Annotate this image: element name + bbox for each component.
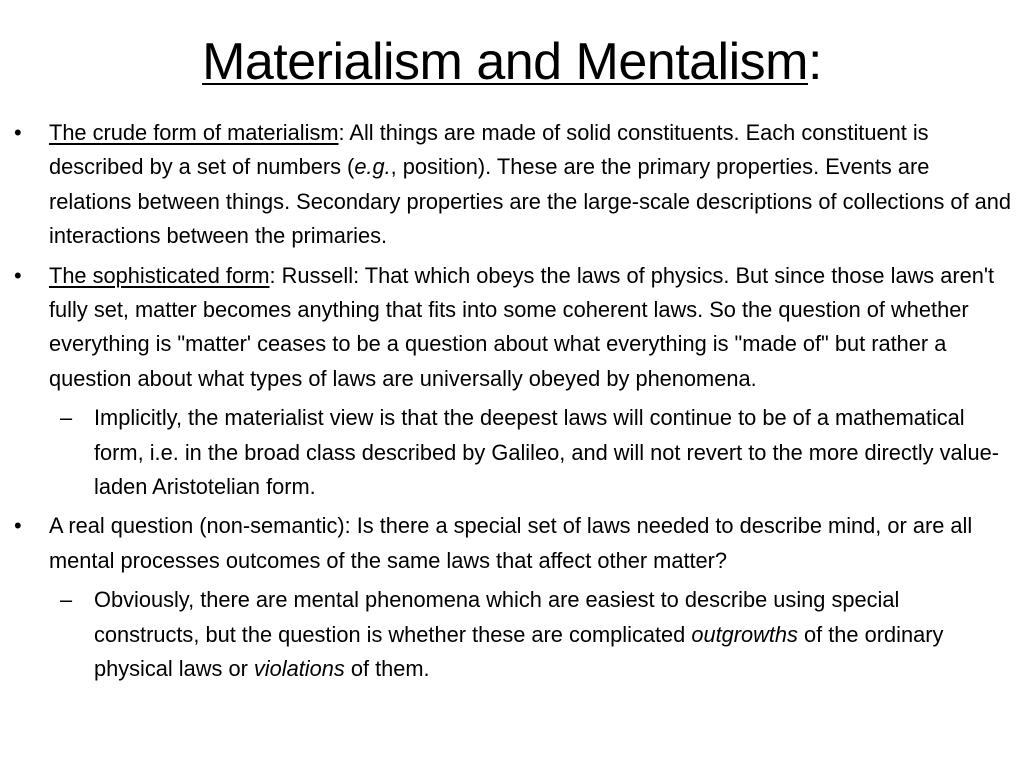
slide-title-text: Materialism and Mentalism: [202, 33, 808, 91]
bullet-real-question: [0, 509, 1016, 578]
bullet-lead: The sophisticated form: [49, 262, 270, 288]
slide-title: [0, 22, 1024, 102]
bullet-text: A real question (non-semantic): Is there a special set of laws needed to describe mind, or are all mental processes outcomes of the same laws that affect other matter?: [49, 513, 973, 573]
dash-icon: –: [60, 587, 73, 613]
sub-bullet-text: of them.: [344, 656, 430, 682]
sub-bullet-text: of the ordinary physical laws or: [94, 621, 944, 682]
bullet-icon: •: [14, 120, 22, 145]
sub-bullet-implicitly: [0, 401, 1006, 504]
sub-bullet-emphasis: violations: [253, 656, 345, 682]
bullet-lead: The crude form of materialism: [49, 120, 339, 145]
bullet-text: : All things are made of solid constituents. Each constituent is described by a set of numbers (: [49, 120, 929, 180]
bullet-sophisticated-form: [0, 259, 1016, 397]
sub-bullet-text: Obviously, there are mental phenomena which are easiest to describe using special constructs, but the question is whether these are complicated: [94, 587, 900, 647]
bullet-crude-materialism: [0, 116, 1016, 254]
bullet-emphasis: e.g.: [354, 154, 391, 180]
sub-bullet-obviously: [0, 583, 1006, 686]
slide-title-colon: :: [807, 33, 822, 91]
bullet-icon: •: [14, 262, 22, 288]
slide-body: [0, 116, 1024, 692]
bullet-text: : Russell: That which obeys the laws of physics. But since those laws aren't fully set, matter becomes anything that fits into some coherent laws. So the question of whether everything is "matter' ceases to be a question about what everything is "made of" but rather a question about what types of laws are universally obeyed by phenomena.: [49, 262, 995, 391]
bullet-text: , position). These are the primary properties. Events are relations between things. Secondary properties are the large-scale descriptions of collections of and interactions between the primaries.: [49, 154, 1012, 249]
dash-icon: –: [60, 405, 73, 431]
bullet-icon: •: [14, 513, 22, 539]
sub-bullet-text: Implicitly, the materialist view is that the deepest laws will continue to be of a mathematical form, i.e. in the broad class described by Galileo, and will not revert to the more directly value-laden Aristotelian form.: [94, 405, 999, 500]
sub-bullet-emphasis: outgrowths: [691, 621, 798, 647]
